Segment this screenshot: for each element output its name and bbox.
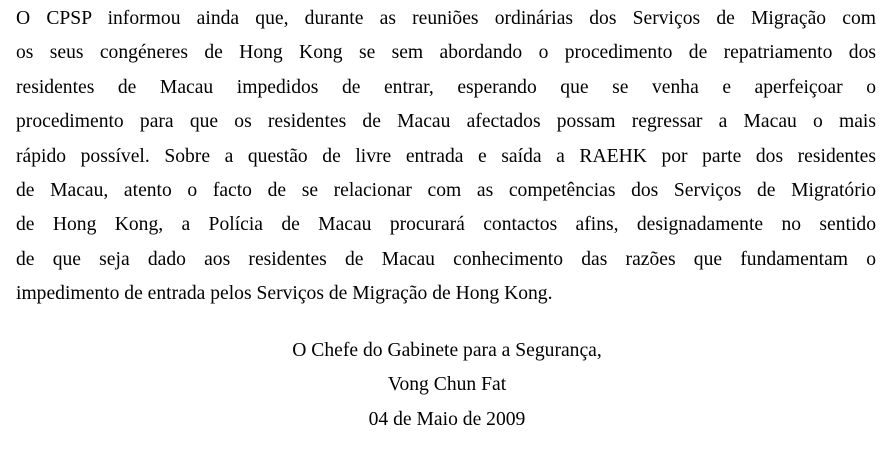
signature-date: 04 de Maio de 2009	[368, 408, 526, 430]
paragraph-line: procedimento para que os residentes de Macau afectados possam regressar a Macau o mais	[16, 111, 876, 133]
paragraph-line: de Macau, atento o facto de se relacionar com as competências dos Serviços de Migratório	[16, 179, 876, 201]
body-paragraph	[16, 2, 876, 312]
paragraph-line: impedimento de entrada pelos Serviços de Migração de Hong Kong.	[16, 283, 553, 305]
paragraph-line: de que seja dado aos residentes de Macau conhecimento das razões que fundamentam o	[16, 248, 876, 270]
signature-name: Vong Chun Fat	[387, 374, 507, 396]
signature-title: O Chefe do Gabinete para a Segurança,	[292, 340, 602, 361]
paragraph-line: O CPSP informou ainda que, durante as reuniões ordinárias dos Serviços de Migração com	[16, 8, 876, 29]
paragraph-line: os seus congéneres de Hong Kong se sem abordando o procedimento de repatriamento dos	[16, 42, 876, 64]
paragraph-line: rápido possível. Sobre a questão de livre entrada e saída a RAEHK por parte dos residentes	[16, 145, 876, 167]
paragraph-line: de Hong Kong, a Polícia de Macau procurará contactos afins, designadamente no sentido	[16, 214, 876, 236]
signature-block	[0, 334, 894, 437]
paragraph-line: residentes de Macau impedidos de entrar, esperando que se venha e aperfeiçoar o	[16, 76, 876, 98]
